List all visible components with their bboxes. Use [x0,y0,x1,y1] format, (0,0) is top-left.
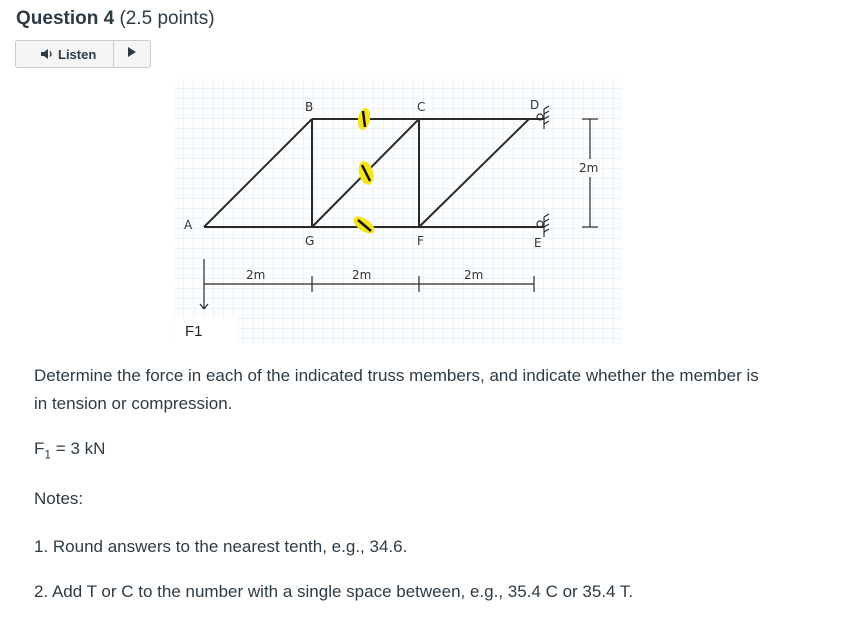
play-icon [127,45,137,63]
question-header [16,8,215,30]
notes-title: Notes: [34,489,84,508]
speaker-icon [40,48,54,60]
listen-button[interactable] [16,41,113,67]
dim-label-3: 2m [464,268,484,282]
note-item: 1. Round answers to the nearest tenth, e.g., 34.6. [34,537,408,556]
force-label: F1 [175,318,237,345]
note-item: 2. Add T or C to the number with a single space between, e.g., 35.4 C or 35.4 T. [34,582,634,601]
question-prompt: Determine the force in each of the indicated truss members, and indicate whether the member is in tension or compression. [34,366,759,413]
label-c: C [417,100,426,114]
label-g: G [305,234,315,248]
dim-label-2: 2m [352,268,372,282]
question-points: (2.5 points) [119,8,215,29]
listen-widget [15,40,151,68]
label-a: A [184,218,193,232]
dim-label-vertical: 2m [579,161,599,175]
label-e: E [534,236,542,250]
dim-label-1: 2m [246,268,266,282]
label-f: F [417,234,424,248]
given-subscript: 1 [44,447,52,462]
truss-figure [174,79,622,344]
listen-label: Listen [58,46,97,62]
play-button[interactable] [113,41,150,67]
label-b: B [305,100,314,114]
given-symbol: F [34,439,45,458]
given-amount: = 3 kN [51,439,106,458]
question-number: Question 4 [16,8,115,29]
label-d: D [530,98,540,112]
given-value [34,439,105,461]
